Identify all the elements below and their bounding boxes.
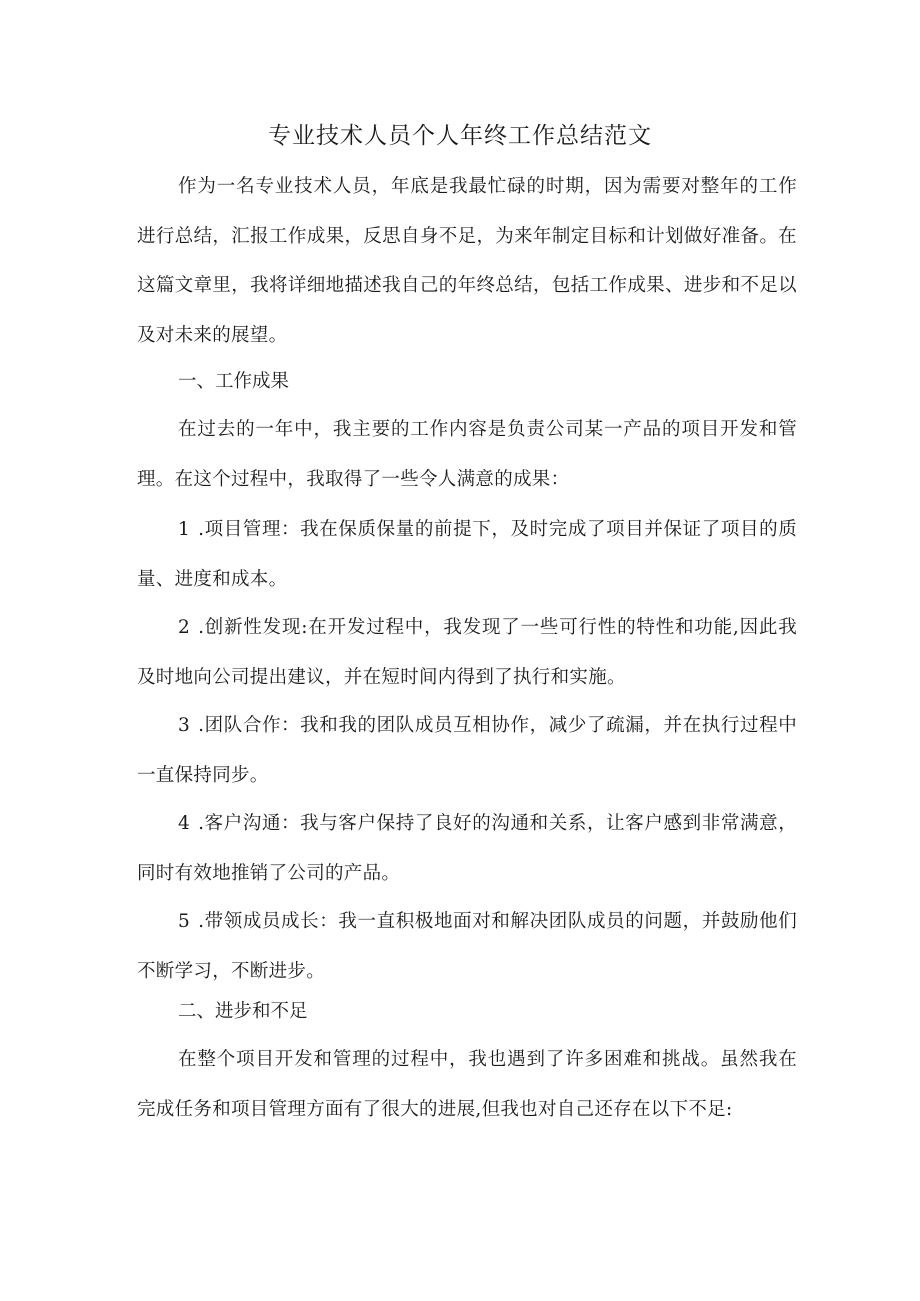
list-item — [137, 603, 797, 702]
intro-paragraph: 作为一名专业技术人员，年底是我最忙碌的时期，因为需要对整年的工作进行总结，汇报工作成果，反思自身不足，为来年制定目标和计划做好准备。在这篇文章里，我将详细地描述我自己的年终总结，包括工作成果、进步和不足以及对未来的展望。 — [137, 176, 797, 346]
list-item — [137, 505, 797, 604]
list-item-number: 3 — [178, 715, 191, 736]
list-item-number: 2 — [178, 617, 191, 638]
list-item-text: .带领成员成长：我一直积极地面对和解决团队成员的问题，并鼓励他们不断学习，不断进步。 — [137, 911, 797, 982]
section1-heading: 一、工作成果 — [178, 371, 290, 392]
list-item-text: .客户沟通：我与客户保持了良好的沟通和关系，让客户感到非常满意，同时有效地推销了公司的产品。 — [137, 813, 797, 884]
section1-intro-paragraph: 在过去的一年中，我主要的工作内容是负责公司某一产品的项目开发和管理。在这个过程中，我取得了一些令人满意的成果： — [137, 419, 797, 490]
list-item — [137, 799, 797, 898]
list-item-text: .项目管理：我在保质保量的前提下，及时完成了项目并保证了项目的质量、进度和成本。 — [137, 519, 797, 590]
list-item-number: 5 — [178, 911, 191, 932]
list-item-text: .团队合作：我和我的团队成员互相协作，减少了疏漏，并在执行过程中一直保持同步。 — [137, 715, 797, 786]
list-item — [137, 897, 797, 996]
list-item — [137, 701, 797, 800]
list-item-number: 4 — [178, 813, 191, 834]
list-item-number: 1 — [178, 519, 191, 540]
list-item-text: .创新性发现:在开发过程中，我发现了一些可行性的特性和功能,因此我及时地向公司提出建议，并在短时间内得到了执行和实施。 — [137, 617, 797, 688]
section2-heading: 二、进步和不足 — [178, 1001, 308, 1022]
document-title: 专业技术人员个人年终工作总结范文 — [268, 123, 652, 149]
section2-intro-paragraph: 在整个项目开发和管理的过程中，我也遇到了许多困难和挑战。虽然我在完成任务和项目管理方面有了很大的进展,但我也对自己还存在以下不足: — [137, 1049, 797, 1120]
